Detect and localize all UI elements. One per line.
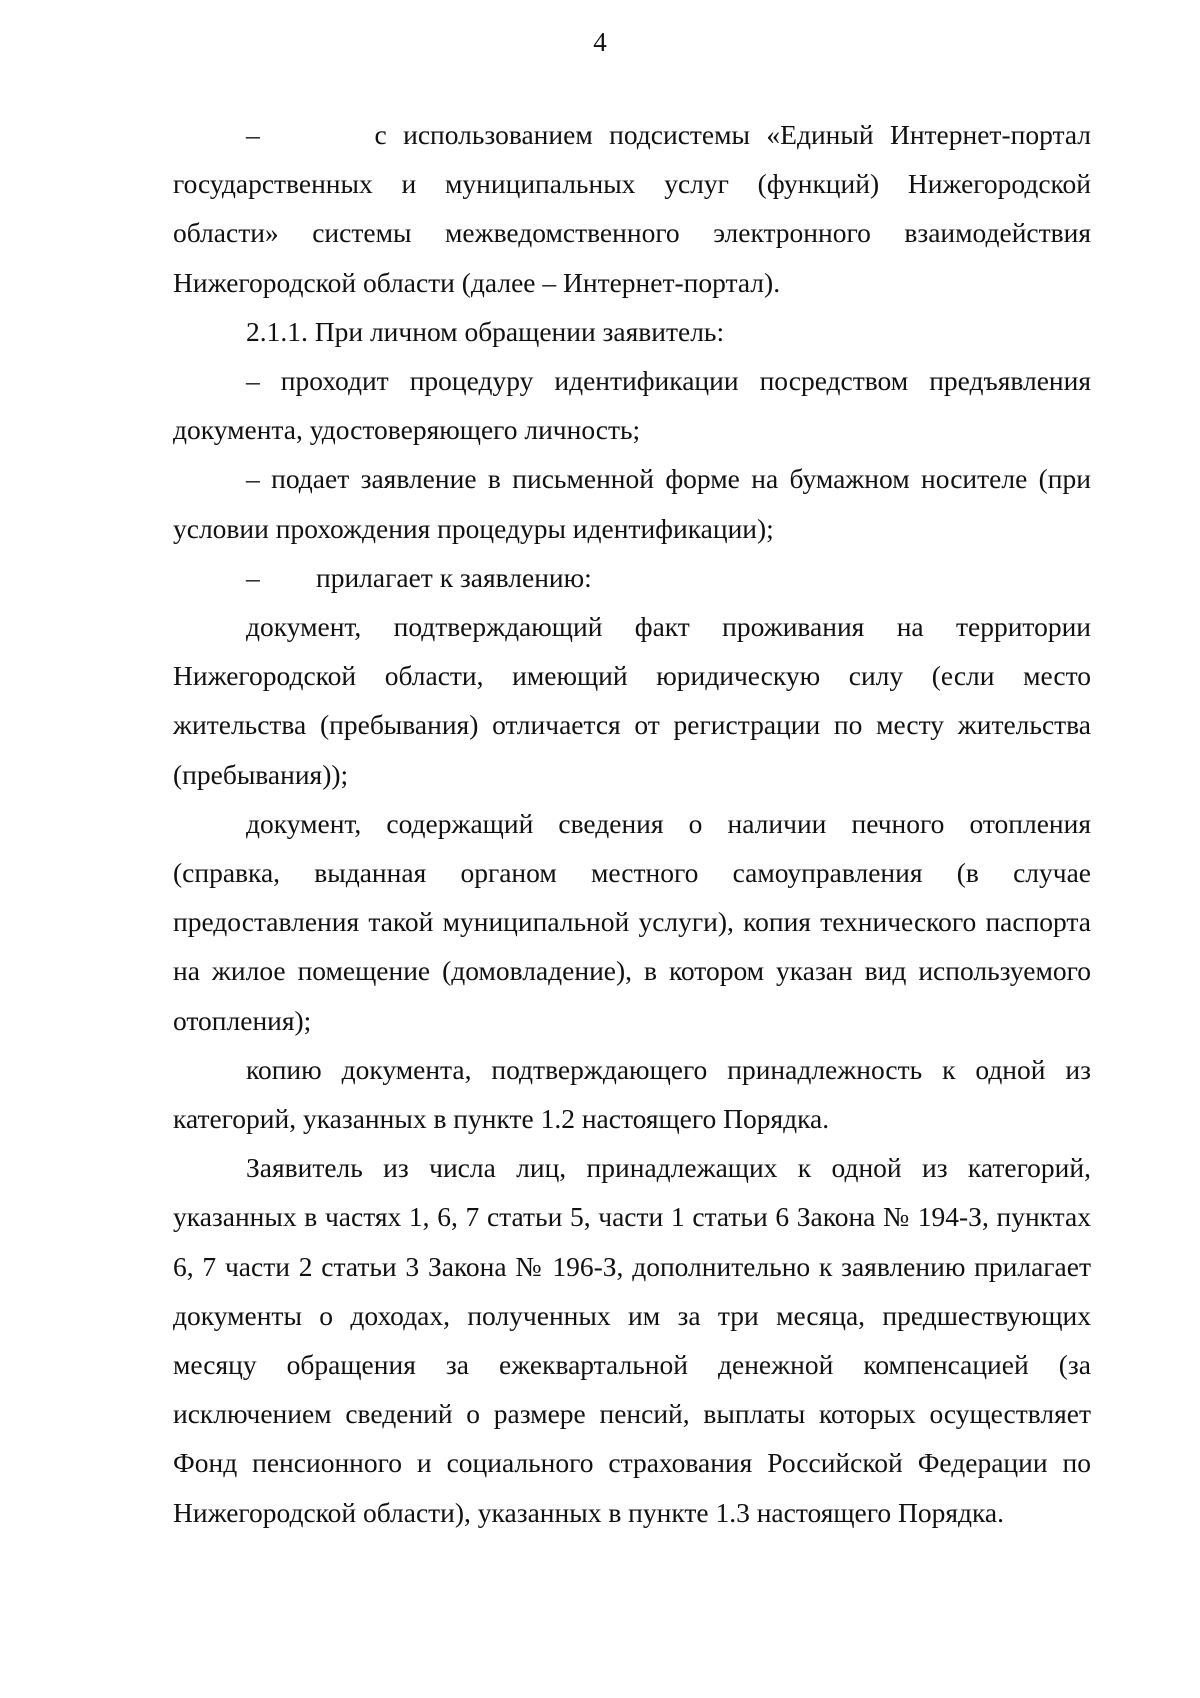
paragraph-identification: – проходит процедуру идентификации посредством предъявления документа, удостоверяющего личность; — [173, 365, 1091, 446]
page-number: 4 — [593, 27, 607, 57]
document-body — [173, 110, 1091, 1537]
list-dash: – — [246, 561, 260, 593]
paragraph-residence-document: документ, подтверждающий факт проживания на территории Нижегородской области, имеющий юридическую силу (если место жительства (пребывания) отличается от регистрации по месту жительства (пребывания)); — [173, 611, 1091, 790]
paragraph-submit-application: – подает заявление в письменной форме на бумажном носителе (при условии прохождения процедуры идентификации); — [173, 463, 1091, 544]
paragraph-attaches — [173, 553, 1091, 602]
paragraph-section-2-1-1: 2.1.1. При личном обращении заявитель: — [246, 315, 725, 347]
paragraph-category-document: копию документа, подтверждающего принадлежность к одной из категорий, указанных в пункте 1.2 настоящего Порядка. — [173, 1053, 1091, 1135]
paragraph-income-documents: Заявитель из числа лиц, принадлежащих к одной из категорий, указанных в частях 1, 6, 7 статьи 5, части 1 статьи 6 Закона № 194-З, пунктах 6, 7 части 2 статьи 3 Закона № 196-З, дополнительно к заявлению прилагает документы о доходах, полученных им за три месяца, предшествующих месяцу обращения за ежеквартальной денежной компенсацией (за исключением сведений о размере пенсий, выплаты которых осуществляет Фонд пенсионного и социального страхования Российской Федерации по Нижегородской области), указанных в пункте 1.3 настоящего Порядка. — [173, 1152, 1091, 1528]
paragraph-attaches-text: прилагает к заявлению: — [316, 561, 592, 593]
paragraph-internet-portal: – с использованием подсистемы «Единый Интернет-портал государственных и муниципальных услуг (функций) Нижегородской области» системы межведомственного электронного взаимодействия Нижегородской области (далее – Интернет-портал). — [173, 119, 1091, 298]
paragraph-heating-document: документ, содержащий сведения о наличии печного отопления (справка, выданная органом местного самоуправления (в случае предоставления такой муниципальной услуги), копия технического паспорта на жилое помещение (домовладение), в котором указан вид используемого отопления); — [173, 807, 1091, 1036]
